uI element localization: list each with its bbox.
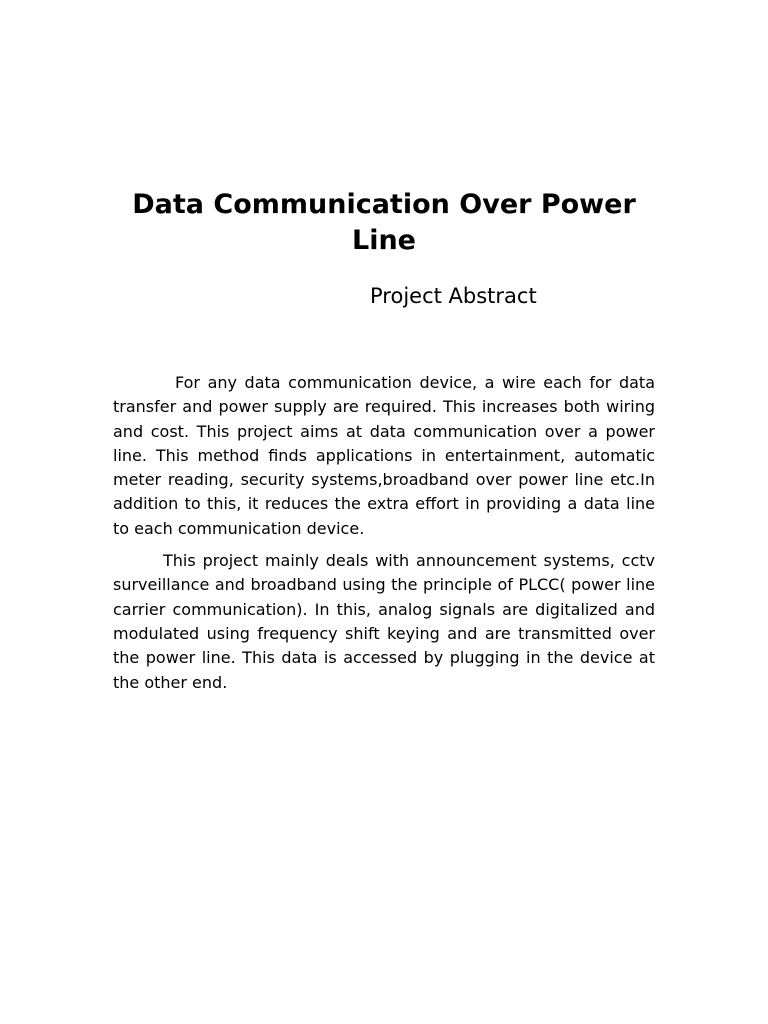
document-title: Data Communication Over Power Line (132, 189, 636, 256)
document-subtitle: Project Abstract (370, 284, 537, 308)
abstract-paragraph-1: For any data communication device, a wire each for data transfer and power supply are required. This increases both wiring and cost. This project aims at data communication over a power line. This method finds applications in entertainment, automatic meter reading, security systems,broadband over power line etc.In addition to this, it reduces the extra effort in providing a data line to each communication device. (113, 373, 655, 538)
abstract-body (113, 371, 655, 695)
abstract-paragraph-2: This project mainly deals with announcement systems, cctv surveillance and broadband using the principle of PLCC( power line carrier communication). In this, analog signals are digitalized and modulated using frequency shift keying and are transmitted over the power line. This data is accessed by plugging in the device at the other end. (113, 551, 655, 692)
